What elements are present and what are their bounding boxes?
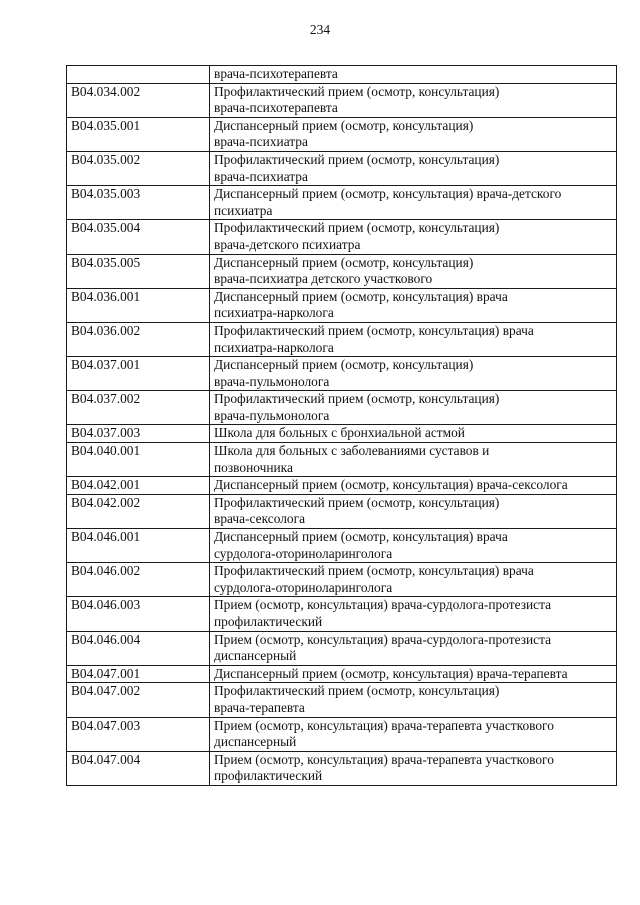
service-name-cell: Прием (осмотр, консультация) врача-сурдолога-протезиста диспансерный — [210, 631, 617, 665]
service-code-cell: B04.046.003 — [67, 597, 210, 631]
table-row — [67, 254, 617, 288]
page-number: 234 — [309, 22, 331, 37]
service-name-cell: Диспансерный прием (осмотр, консультация) врача-терапевта — [210, 665, 617, 683]
service-name-cell: Профилактический прием (осмотр, консультация) врача-детского психиатра — [210, 220, 617, 254]
service-code-cell: B04.040.001 — [67, 443, 210, 477]
table-row — [67, 425, 617, 443]
service-code-cell: B04.042.001 — [67, 477, 210, 495]
service-name-cell: Диспансерный прием (осмотр, консультация) врача-психиатра — [210, 117, 617, 151]
table-row — [67, 751, 617, 785]
service-name-cell: Профилактический прием (осмотр, консультация) врача-сексолога — [210, 494, 617, 528]
service-code-cell: B04.035.002 — [67, 151, 210, 185]
table-row — [67, 477, 617, 495]
service-code-cell: B04.035.003 — [67, 186, 210, 220]
table-row — [67, 83, 617, 117]
service-code-cell: B04.046.001 — [67, 529, 210, 563]
service-name-cell: Диспансерный прием (осмотр, консультация) врача сурдолога-оториноларинголога — [210, 529, 617, 563]
service-code-cell: B04.035.004 — [67, 220, 210, 254]
services-table-body — [67, 66, 617, 786]
service-code-cell: B04.047.002 — [67, 683, 210, 717]
table-row — [67, 665, 617, 683]
service-code-cell: B04.047.004 — [67, 751, 210, 785]
table-row — [67, 186, 617, 220]
service-name-cell: Школа для больных с бронхиальной астмой — [210, 425, 617, 443]
table-row — [67, 220, 617, 254]
service-name-cell: Профилактический прием (осмотр, консультация) врача-пульмонолога — [210, 391, 617, 425]
services-table — [66, 65, 617, 786]
service-code-cell: B04.035.001 — [67, 117, 210, 151]
service-name-cell: Прием (осмотр, консультация) врача-терапевта участкового профилактический — [210, 751, 617, 785]
service-code-cell: B04.034.002 — [67, 83, 210, 117]
service-name-cell: Диспансерный прием (осмотр, консультация) врача-психиатра детского участкового — [210, 254, 617, 288]
service-code-cell — [67, 66, 210, 84]
table-row — [67, 117, 617, 151]
table-row — [67, 391, 617, 425]
service-code-cell: B04.046.002 — [67, 563, 210, 597]
service-name-cell: Прием (осмотр, консультация) врача-терапевта участкового диспансерный — [210, 717, 617, 751]
service-code-cell: B04.035.005 — [67, 254, 210, 288]
table-row — [67, 631, 617, 665]
service-name-cell: Диспансерный прием (осмотр, консультация) врача-пульмонолога — [210, 357, 617, 391]
table-row — [67, 717, 617, 751]
table-row — [67, 597, 617, 631]
table-row — [67, 322, 617, 356]
service-name-cell: Профилактический прием (осмотр, консультация) врача сурдолога-оториноларинголога — [210, 563, 617, 597]
table-row — [67, 683, 617, 717]
service-name-cell: Профилактический прием (осмотр, консультация) врача-терапевта — [210, 683, 617, 717]
service-code-cell: B04.042.002 — [67, 494, 210, 528]
table-row — [67, 563, 617, 597]
table-row — [67, 288, 617, 322]
service-name-cell: Профилактический прием (осмотр, консультация) врача-психиатра — [210, 151, 617, 185]
service-code-cell: B04.036.001 — [67, 288, 210, 322]
service-code-cell: B04.047.003 — [67, 717, 210, 751]
table-row — [67, 66, 617, 84]
table-row — [67, 151, 617, 185]
table-row — [67, 443, 617, 477]
table-row — [67, 357, 617, 391]
service-code-cell: B04.036.002 — [67, 322, 210, 356]
service-name-cell: Профилактический прием (осмотр, консультация) врача психиатра-нарколога — [210, 322, 617, 356]
service-name-cell: врача-психотерапевта — [210, 66, 617, 84]
service-code-cell: B04.037.003 — [67, 425, 210, 443]
service-name-cell: Диспансерный прием (осмотр, консультация) врача психиатра-нарколога — [210, 288, 617, 322]
service-name-cell: Школа для больных с заболеваниями суставов и позвоночника — [210, 443, 617, 477]
service-name-cell: Диспансерный прием (осмотр, консультация) врача-детского психиатра — [210, 186, 617, 220]
service-name-cell: Диспансерный прием (осмотр, консультация) врача-сексолога — [210, 477, 617, 495]
service-code-cell: B04.047.001 — [67, 665, 210, 683]
service-code-cell: B04.037.001 — [67, 357, 210, 391]
service-code-cell: B04.046.004 — [67, 631, 210, 665]
table-row — [67, 494, 617, 528]
service-name-cell: Прием (осмотр, консультация) врача-сурдолога-протезиста профилактический — [210, 597, 617, 631]
service-name-cell: Профилактический прием (осмотр, консультация) врача-психотерапевта — [210, 83, 617, 117]
service-code-cell: B04.037.002 — [67, 391, 210, 425]
table-row — [67, 529, 617, 563]
